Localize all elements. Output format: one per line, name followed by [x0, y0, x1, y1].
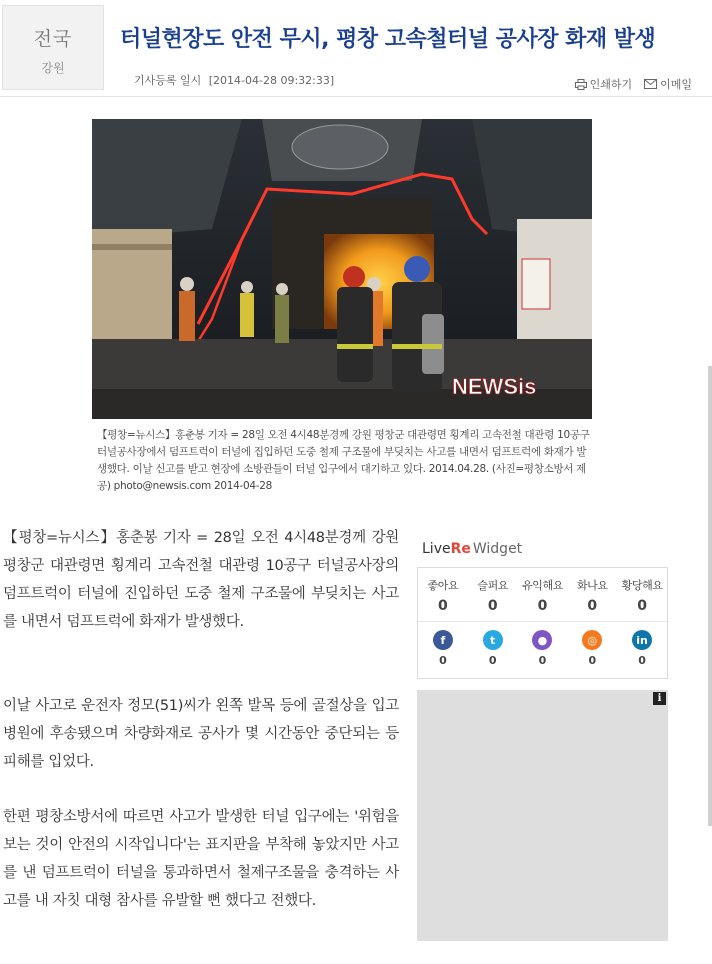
print-label: 인쇄하기	[589, 78, 633, 91]
livere-re-text: Re	[450, 541, 471, 557]
header-divider	[0, 96, 712, 97]
photo-watermark: NEWSis	[452, 374, 537, 399]
meta-date: [2014-04-28 09:32:33]	[208, 74, 335, 87]
email-label: 이메일	[660, 78, 692, 91]
share-facebook-button[interactable]	[418, 622, 468, 678]
section-sub-label[interactable]: 강원	[41, 61, 65, 75]
emotion-count: 0	[637, 598, 647, 614]
share-count: 0	[488, 654, 497, 667]
emotion-count: 0	[587, 598, 598, 614]
emotion-label: 슬퍼요	[477, 579, 509, 592]
emotion-absurd-button[interactable]	[617, 568, 667, 621]
kakaostory-icon: ●	[532, 630, 552, 650]
advertisement-box[interactable]	[417, 690, 668, 941]
emotion-label: 좋아요	[427, 579, 459, 592]
article-paragraph: 이날 사고로 운전자 정모(51)씨가 왼쪽 발목 등에 골절상을 입고 병원에 후송됐으며 차량화재로 공사가 몇 시간동안 중단되는 등 피해를 입었다.	[3, 698, 399, 770]
emotion-label: 황당해요	[621, 579, 663, 592]
linkedin-icon: in	[632, 630, 652, 650]
livere-widget-text: Widget	[472, 541, 523, 557]
print-button[interactable]	[575, 76, 633, 92]
article-paragraph: 【평창=뉴시스】홍춘봉 기자 = 28일 오전 4시48분경께 강원 평창군 대관령면 횡계리 고속전철 대관령 10공구 터널공사장의 덤프트럭이 터널에 진입하던 도중 철제 구조물에 부딪치는 사고를 내면서 덤프트럭에 화재가 발생했다.	[3, 530, 399, 630]
envelope-icon	[644, 79, 657, 89]
share-count: 0	[439, 654, 447, 667]
article-meta	[134, 72, 334, 88]
section-main-label[interactable]: 전국	[33, 28, 73, 50]
emotion-like-button[interactable]	[418, 568, 468, 621]
email-button[interactable]	[644, 76, 692, 92]
livere-widget-logo[interactable]	[422, 541, 522, 557]
emotion-row	[418, 568, 667, 622]
livere-live-text: Live	[422, 541, 451, 557]
share-count: 0	[538, 654, 547, 667]
emotion-label: 화나요	[576, 579, 608, 592]
share-mypeople-button[interactable]	[567, 622, 617, 678]
ad-info-icon[interactable]: i	[653, 692, 666, 705]
printer-icon	[575, 79, 587, 90]
article-paragraph: 한편 평창소방서에 따르면 사고가 발생한 터널 입구에는 '위험을 보는 것이 안전의 시작입니다'는 표지판을 부착해 놓았지만 사고를 낸 덤프트럭이 터널을 통과하면서 철제구조물을 충격하는 사고를 내 자칫 대형 참사를 유발할 뻔 했다고 전했다.	[3, 809, 399, 909]
emotion-label: 유익해요	[522, 579, 563, 592]
mypeople-icon: ◎	[582, 630, 602, 650]
emotion-count: 0	[487, 598, 498, 614]
emotion-useful-button[interactable]	[518, 568, 568, 621]
article-title: 터널현장도 안전 무시, 평창 고속철터널 공사장 화재 발생	[120, 27, 656, 52]
emotion-count: 0	[537, 598, 548, 614]
page-scrollbar[interactable]	[708, 366, 712, 826]
twitter-icon: t	[483, 630, 503, 650]
share-count: 0	[638, 654, 646, 667]
share-row	[418, 622, 667, 678]
livere-emotion-panel	[417, 567, 668, 679]
share-twitter-button[interactable]	[468, 622, 518, 678]
meta-label: 기사등록 일시	[134, 74, 202, 87]
emotion-angry-button[interactable]	[567, 568, 617, 621]
share-linkedin-button[interactable]	[617, 622, 667, 678]
section-category	[2, 5, 104, 90]
share-kakaostory-button[interactable]	[518, 622, 568, 678]
emotion-count: 0	[438, 598, 448, 614]
article-photo[interactable]	[92, 119, 592, 419]
photo-caption: 【평창=뉴시스】홍춘봉 기자 = 28일 오전 4시48분경께 강원 평창군 대관령면 횡계리 고속전철 대관령 10공구 터널공사장에서 덤프트럭이 터널에 집입하던 도중 철제 구조물에 부딪치는 사고를 내면서 덤프트럭에 화재가 발생했다. 이날 신고를 받고 현장에 소방관들이 터널 입구에서 대기하고 있다. 2014.04.28. (사진=평창소방서 제공) photo@newsis.com 2014-04-28	[97, 429, 590, 492]
article-tools	[575, 76, 692, 92]
facebook-icon: f	[433, 630, 453, 650]
share-count: 0	[588, 654, 597, 667]
emotion-sad-button[interactable]	[468, 568, 518, 621]
